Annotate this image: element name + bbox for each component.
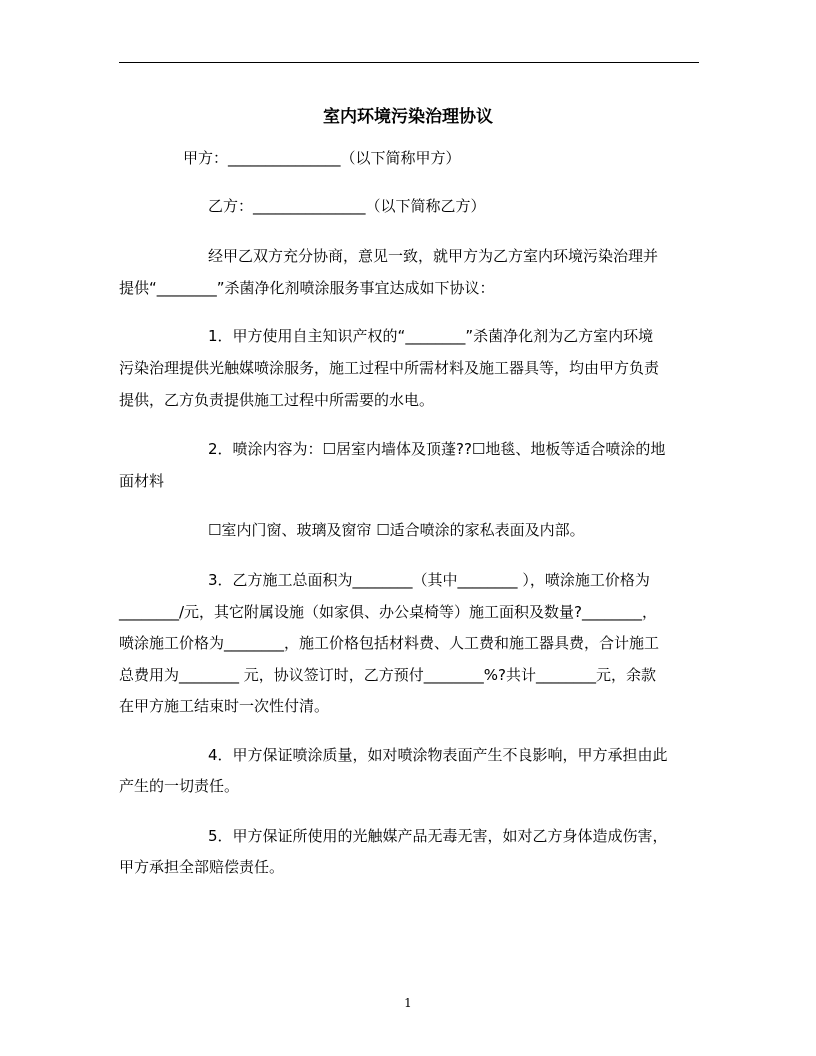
- clause-4-line: 4．甲方保证喷涂质量，如对喷涂物表面产生不良影响，甲方承担由此: [208, 746, 668, 764]
- party-a-line: 甲方：_______________（以下简称甲方）: [183, 149, 461, 167]
- intro-line: 经甲乙双方充分协商，意见一致，就甲方为乙方室内环境污染治理并: [208, 247, 659, 265]
- document-title: 室内环境污染治理协议: [323, 107, 493, 127]
- party-b-line: 乙方：_______________（以下简称乙方）: [208, 197, 486, 215]
- header-rule: [119, 62, 699, 63]
- clause-5-line: 甲方承担全部赔偿责任。: [119, 858, 285, 876]
- clause-4-line: 产生的一切责任。: [119, 777, 240, 795]
- clause-3-line: 喷涂施工价格为________，施工价格包括材料费、人工费和施工器具费，合计施工: [119, 634, 660, 652]
- clause-2-extra-line: ☐室内门窗、玻璃及窗帘 ☐适合喷涂的家私表面及内部。: [208, 521, 585, 539]
- clause-3-line: ________/元，其它附属设施（如家俱、办公桌椅等）施工面积及数量?________，: [119, 603, 658, 621]
- clause-2-line: 2．喷涂内容为：☐居室内墙体及顶蓬??☐地毯、地板等适合喷涂的地: [208, 440, 666, 458]
- clause-3-line: 在甲方施工结束时一次性付清。: [119, 697, 330, 715]
- clause-5-line: 5．甲方保证所使用的光触媒产品无毒无害，如对乙方身体造成伤害，: [208, 827, 668, 845]
- clause-1-line: 1．甲方使用自主知识产权的“________”杀菌净化剂为乙方室内环境: [208, 327, 654, 345]
- intro-line: 提供“________”杀菌净化剂喷涂服务事宜达成如下协议：: [119, 279, 495, 297]
- clause-3-line: 3．乙方施工总面积为________（其中________ ），喷涂施工价格为: [208, 571, 650, 589]
- page-number: 1: [404, 996, 412, 1010]
- clause-1-line: 提供，乙方负责提供施工过程中所需要的水电。: [119, 391, 435, 409]
- clause-1-line: 污染治理提供光触媒喷涂服务，施工过程中所需材料及施工器具等，均由甲方负责: [119, 359, 660, 377]
- clause-3-line: 总费用为________ 元，协议签订时，乙方预付________%?共计________元，余款: [119, 666, 656, 684]
- clause-2-line: 面材料: [119, 472, 165, 490]
